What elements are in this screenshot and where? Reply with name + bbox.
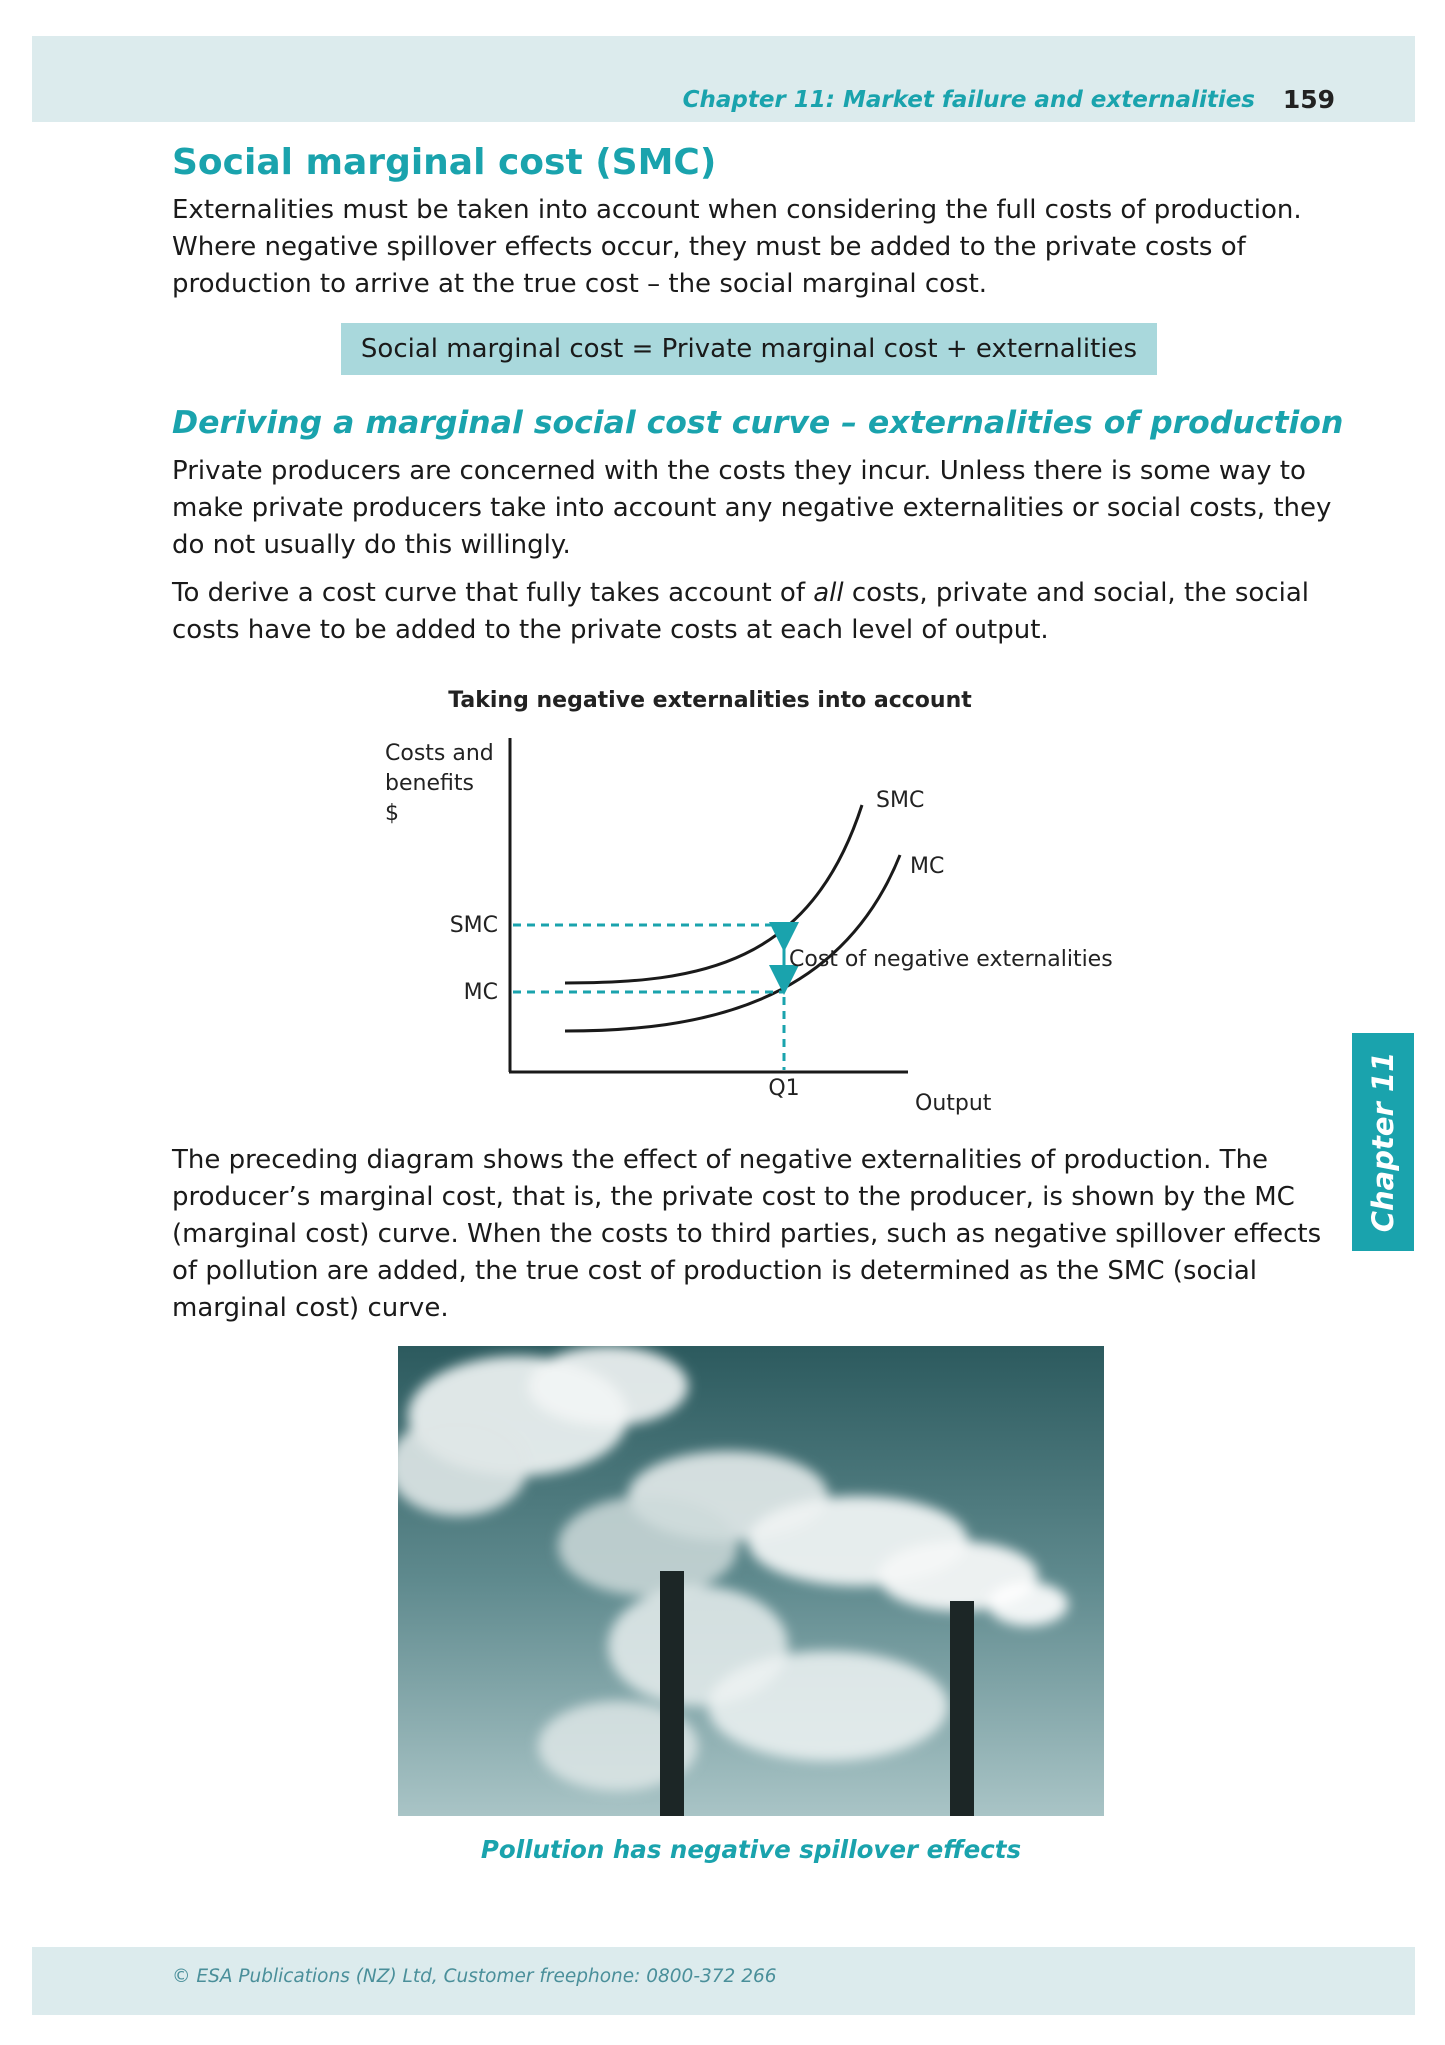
- photo-caption: Pollution has negative spillover effects: [480, 1835, 1022, 1864]
- left-chimney: [660, 1571, 684, 1816]
- para2-emphasis: all: [813, 578, 844, 608]
- y-axis-label-line3: $: [385, 801, 399, 826]
- subsection-title: Deriving a marginal social cost curve – externalities of production: [172, 405, 1344, 441]
- formula-box: [341, 323, 1157, 375]
- section-title: Social marginal cost (SMC): [172, 142, 717, 183]
- externality-gap-label: Cost of negative externalities: [789, 947, 1113, 972]
- diagram-title: Taking negative externalities into account: [448, 688, 972, 713]
- mc-curve-label: MC: [910, 854, 945, 879]
- y-tick-smc: SMC: [449, 913, 498, 938]
- chapter-side-tab: [1352, 1033, 1414, 1251]
- pollution-photo: [398, 1346, 1104, 1816]
- para2-after: costs, private and social, the social costs have to be added to the private costs at each level of output.: [172, 578, 1310, 645]
- mc-curve: [565, 855, 900, 1031]
- explanation-paragraph: The preceding diagram shows the effect of negative externalities of production. The producer’s marginal cost, that is, the private cost to the producer, is shown by the MC (marginal cost) curve. When the costs to third parties, such as negative spillover effects of pollution are added, the true cost of production is determined as the SMC (social marginal cost) curve.: [172, 1145, 1322, 1323]
- running-header-chapter-title: Chapter 11: Market failure and externalities: [682, 87, 1255, 113]
- x-tick-q1: Q1: [768, 1076, 800, 1101]
- y-axis-label-line2: benefits: [385, 771, 474, 796]
- paragraph-derive-cost-curve: [172, 575, 1332, 649]
- externalities-diagram: [340, 675, 1140, 1135]
- y-tick-mc: MC: [463, 980, 498, 1005]
- y-axis-label-line1: Costs and: [385, 741, 494, 766]
- footer-copyright: © ESA Publications (NZ) Ltd, Customer freephone: 0800-372 266: [172, 1966, 777, 1987]
- right-chimney: [950, 1601, 974, 1816]
- para2-before: To derive a cost curve that fully takes account of: [172, 578, 814, 608]
- intro-paragraph: Externalities must be taken into account when considering the full costs of production. Where negative spillover effects occur, they must be added to the private costs of production to arrive at the true cost – the social marginal cost.: [172, 195, 1302, 299]
- chapter-side-tab-label: Chapter 11: [1366, 1051, 1400, 1233]
- x-axis-label: Output: [915, 1091, 992, 1116]
- smc-curve-label: SMC: [876, 788, 925, 813]
- paragraph-private-producers: Private producers are concerned with the costs they incur. Unless there is some way to make private producers take into account any negative externalities or social costs, they do not usually do this willingly.: [172, 456, 1332, 560]
- formula-text: Social marginal cost = Private marginal cost + externalities: [360, 334, 1138, 364]
- page-number: 159: [1282, 85, 1335, 114]
